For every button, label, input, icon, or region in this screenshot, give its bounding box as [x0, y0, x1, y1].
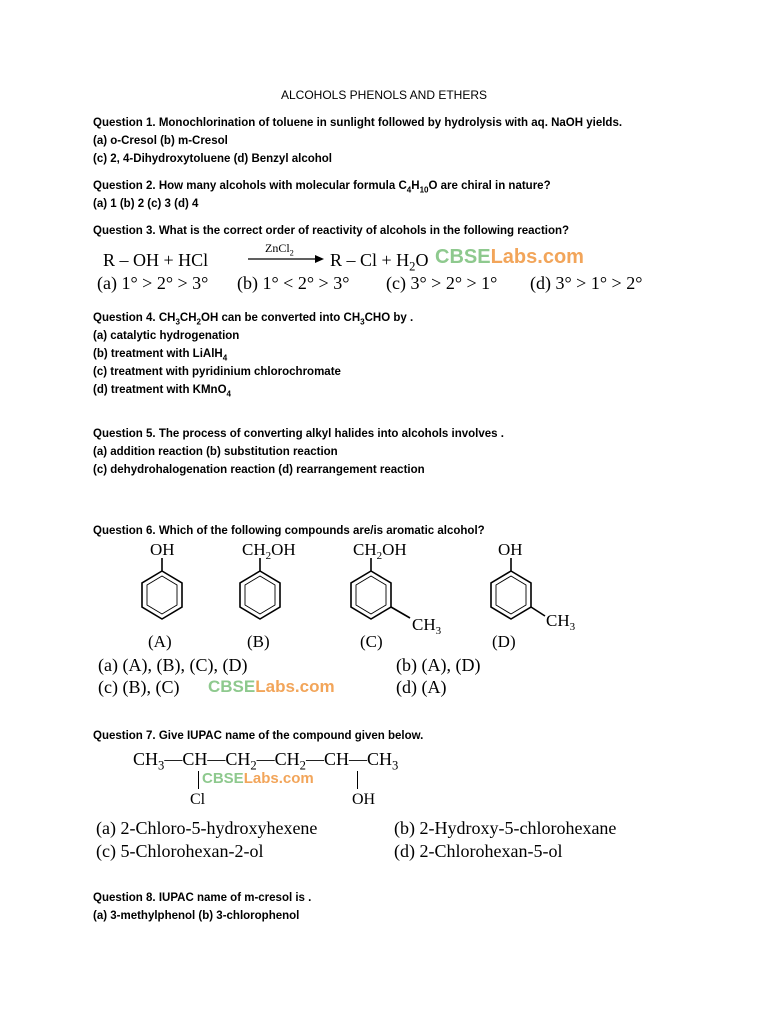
structure-label-a: (A) — [148, 632, 172, 651]
question-7-option-c: (c) 5-Chlorohexan-2-ol — [96, 841, 264, 861]
question-5-text: Question 5. The process of converting alkyl halides into alcohols involves . — [93, 428, 504, 440]
question-1-options-1: (a) o-Cresol (b) m-Cresol — [93, 135, 228, 147]
question-4-option-a: (a) catalytic hydrogenation — [93, 330, 240, 342]
ch3-label-c: $CH_3$ — [412, 615, 442, 637]
question-3-option-a: (a) 1° > 2° > 3° — [97, 273, 209, 293]
question-3-option-d: (d) 3° > 1° > 2° — [530, 273, 643, 293]
question-2-options: (a) 1 (b) 2 (c) 3 (d) 4 — [93, 198, 199, 210]
question-7-option-d: (d) 2-Chlorohexan-5-ol — [394, 841, 563, 861]
question-2 — [93, 177, 551, 213]
question-3-option-c: (c) 3° > 2° > 1° — [386, 273, 498, 293]
question-7-option-a: (a) 2-Chloro-5-hydroxyhexene — [96, 818, 318, 838]
question-2-text: Question 2. How many alcohols with molecular formula $C_4H_{10}O$ are chiral in nature? — [93, 180, 551, 195]
question-4 — [93, 309, 413, 399]
benzene-ring-a — [142, 571, 182, 619]
question-6-option-c: (c) (B), (C) — [98, 677, 180, 697]
watermark: CBSELabs.com — [435, 246, 584, 268]
ch2oh-label-b: $CH_2OH$ — [242, 540, 296, 562]
reaction-products: $R - Cl + H_2O$ — [330, 250, 429, 274]
ch3-label-d: $CH_3$ — [546, 611, 576, 633]
question-6-text: Question 6. Which of the following compounds are/is aromatic alcohol? — [93, 525, 485, 537]
question-8-text: Question 8. IUPAC name of m-cresol is . — [93, 892, 312, 904]
watermark: CBSELabs.com — [202, 770, 314, 787]
aromatic-structures-figure — [90, 538, 610, 653]
question-6-option-a: (a) (A), (B), (C), (D) — [98, 655, 248, 675]
structure-label-b: (B) — [247, 632, 270, 651]
question-3-option-b: (b) 1° < 2° > 3° — [237, 273, 350, 293]
reaction-arrow-icon — [248, 253, 324, 265]
question-7-option-b: (b) 2-Hydroxy-5-chlorohexane — [394, 818, 617, 838]
page-title: ALCOHOLS PHENOLS AND ETHERS — [280, 88, 488, 102]
reagent-label: ZnCl$_2$ — [265, 241, 294, 258]
oh-label-a: OH — [150, 540, 175, 559]
question-1 — [93, 114, 622, 168]
benzene-ring-b — [240, 571, 280, 619]
question-1-options-2: (c) 2, 4-Dihydroxytoluene (d) Benzyl alcohol — [93, 153, 332, 165]
question-4-text: Question 4. $CH_3CH_2OH$ can be converted into $CH_3CHO$ by . — [93, 312, 414, 327]
cl-substituent: Cl — [190, 791, 206, 808]
question-8 — [93, 889, 311, 925]
structure-label-c: (C) — [360, 632, 383, 651]
question-4-option-b: (b) treatment with LiAlH$_4$ — [93, 348, 228, 363]
question-8-options: (a) 3-methylphenol (b) 3-chlorophenol — [93, 910, 300, 922]
question-4-option-d: (d) treatment with KMnO$_4$ — [93, 384, 232, 399]
question-5 — [93, 425, 504, 479]
question-4-option-c: (c) treatment with pyridinium chlorochromate — [93, 366, 341, 378]
cl-bond — [198, 771, 199, 789]
compound-chain: $CH_3—CH—CH_2—CH_2—CH—CH_3$ — [133, 749, 399, 773]
structure-label-d: (D) — [492, 632, 516, 651]
watermark: CBSELabs.com — [208, 677, 335, 696]
question-1-text: Question 1. Monochlorination of toluene in sunlight followed by hydrolysis with aq. NaOH yields. — [93, 117, 623, 129]
oh-bond — [357, 771, 358, 789]
benzene-ring-d — [491, 571, 531, 619]
question-3-text: Question 3. What is the correct order of reactivity of alcohols in the following reaction? — [93, 225, 570, 237]
reaction-reactants: R – OH + HCl — [103, 250, 209, 270]
benzene-ring-c — [351, 571, 391, 619]
question-5-options-2: (c) dehydrohalogenation reaction (d) rearrangement reaction — [93, 464, 425, 476]
question-5-options-1: (a) addition reaction (b) substitution reaction — [93, 446, 338, 458]
question-6-option-b: (b) (A), (D) — [396, 655, 481, 675]
question-7-text: Question 7. Give IUPAC name of the compound given below. — [93, 730, 424, 742]
oh-label-d: OH — [498, 540, 523, 559]
question-6-option-d: (d) (A) — [396, 677, 447, 697]
ch2oh-label-c: $CH_2OH$ — [353, 540, 407, 562]
oh-substituent: OH — [352, 791, 376, 808]
